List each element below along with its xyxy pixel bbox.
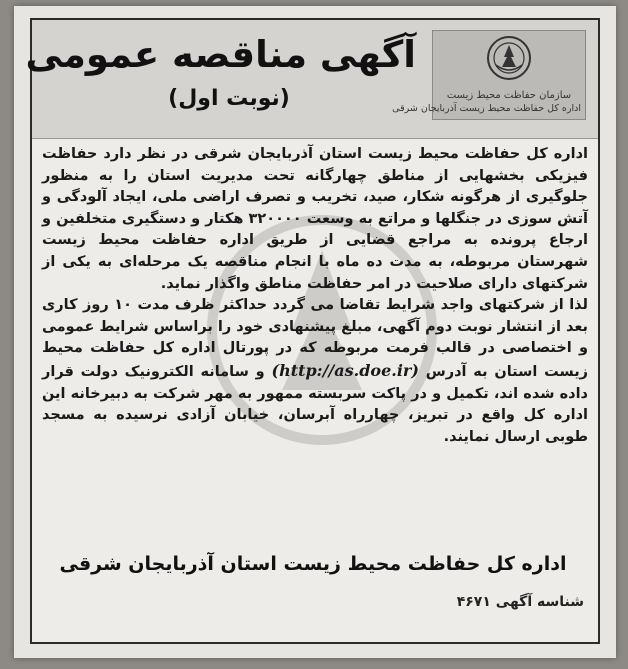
notice-header bbox=[25, 20, 598, 139]
paragraph-2-part-2: و سامانه الکترونیک دولت قرار داده شده اند، تکمیل و در پاکت سربسته ممهور به مهر شرکت به دبیرخانه این اداره کل واقع در تبریز، چهارراه آبرسان، خیابان آزادی نرسیده به مسجد طوبی ارسال نمایند. bbox=[42, 363, 588, 445]
ad-identifier: شناسه آگهی ۴۶۷۱ bbox=[456, 594, 584, 610]
doe-emblem-icon bbox=[486, 35, 532, 81]
notice-frame bbox=[25, 18, 600, 644]
notice-title: آگهی مناقصه عمومی bbox=[25, 33, 416, 76]
notice-body bbox=[42, 144, 588, 448]
notice-paragraph-1: اداره کل حفاظت محیط زیست استان آذربایجان شرقی در نظر دارد حفاظت فیزیکی بخشهایی از مناطق چهارگانه تحت مدیریت استان را به منظور جلوگیری از هرگونه شکار، صید، تخریب و تصرف اراضی ملی، ایجاد آلودگی و آتش سوزی در جنگلها و مراتع به وسعت ۳۲۰۰۰۰ هکتار و دستگیری متخلفین و ارجاع پرونده به مراجع قضایی از طریق اداره حفاظت محیط زیست شهرستان مربوطه، به مدت ده ماه با انجام مناقصه یک مرحله‌ای به یکی از شرکتهای دارای صلاحیت در امر حفاظت مناطق واگذار نماید. bbox=[42, 146, 588, 292]
notice-round: (نوبت اول) bbox=[168, 86, 290, 111]
paragraph-2-part-1: لذا از شرکتهای واجد شرایط تقاضا می گردد حداکثر ظرف مدت ۱۰ روز کاری بعد از انتشار نوبت دوم آگهی، مبلغ پیشنهادی خود را براساس شرایط عمومی و اختصاصی در قالب فرمت مربوطه که در پورتال اداره کل حفاظت محیط زیست استان به آدرس bbox=[42, 297, 588, 380]
website-link[interactable]: (http://as.doe.ir) bbox=[271, 360, 419, 380]
logo-org-line2: اداره کل حفاظت محیط زیست آذربایجان شرقی bbox=[392, 103, 581, 114]
logo-org-name bbox=[392, 89, 581, 115]
notice-paragraph-2 bbox=[42, 295, 588, 448]
organization-logo bbox=[392, 30, 586, 120]
newspaper-clipping bbox=[14, 6, 616, 658]
issuer-signature: اداره کل حفاظت محیط زیست استان آذربایجان شرقی bbox=[59, 553, 567, 575]
logo-org-line1: سازمان حفاظت محیط زیست bbox=[446, 90, 572, 101]
